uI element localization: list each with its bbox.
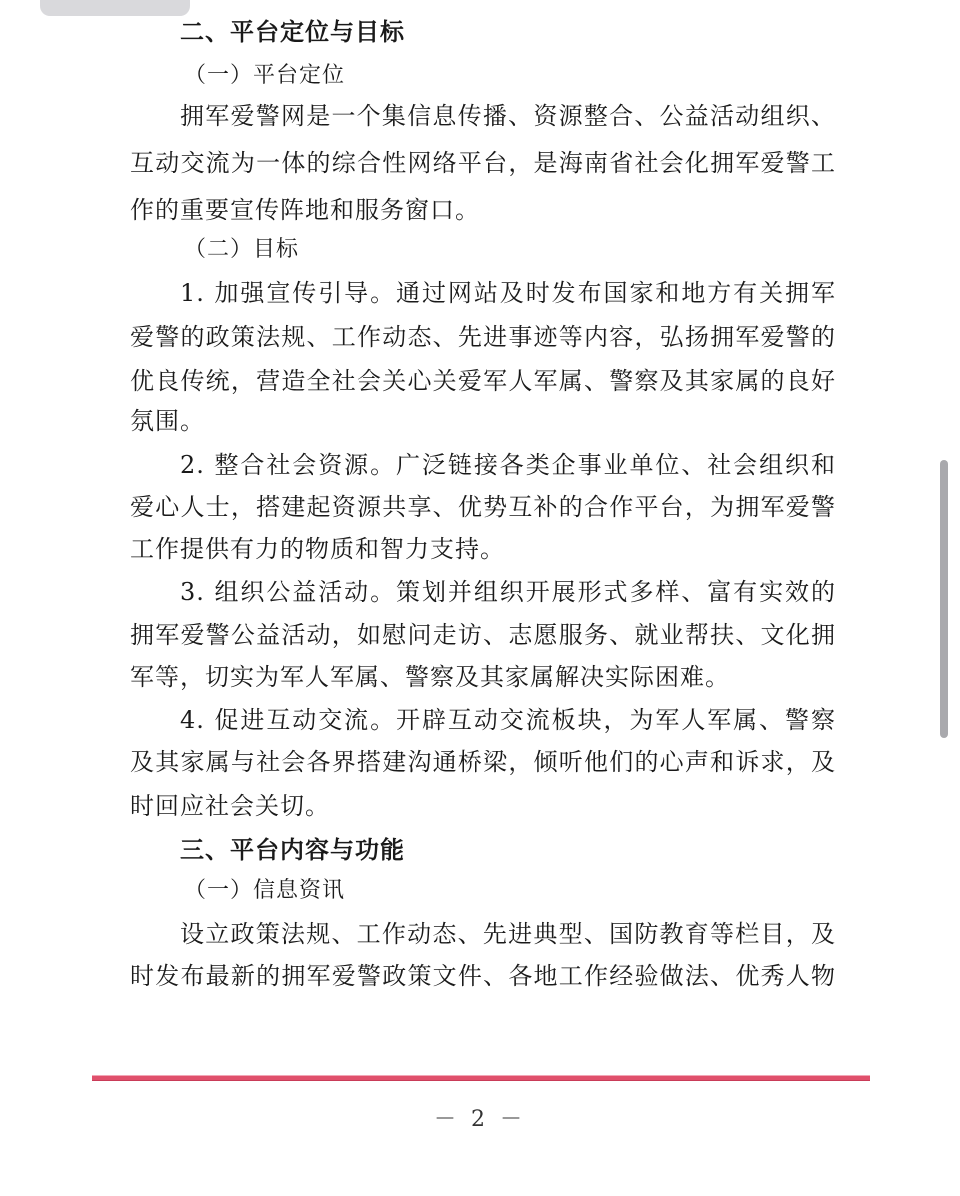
page-number: － 2 － <box>434 1107 526 1132</box>
section-heading: 二、平台定位与目标 <box>180 18 405 46</box>
paragraph-line: 拥军爱警公益活动，如慰问走访、志愿服务、就业帮扶、文化拥 <box>130 621 836 649</box>
footer-rule <box>92 1075 870 1081</box>
paragraph-line: 3. 组织公益活动。策划并组织开展形式多样、富有实效的 <box>180 578 836 606</box>
paragraph-line: 时回应社会关切。 <box>130 792 330 820</box>
paragraph-line: 军等，切实为军人军属、警察及其家属解决实际困难。 <box>130 663 730 691</box>
paragraph-line: 及其家属与社会各界搭建沟通桥梁，倾听他们的心声和诉求，及 <box>130 748 836 776</box>
paragraph-line: 工作提供有力的物质和智力支持。 <box>130 535 505 563</box>
paragraph-line: 爱心人士，搭建起资源共享、优势互补的合作平台，为拥军爱警 <box>130 493 836 521</box>
paragraph-line: 氛围。 <box>130 407 205 435</box>
subsection-heading: （一）平台定位 <box>184 63 346 88</box>
paragraph-line: 1. 加强宣传引导。通过网站及时发布国家和地方有关拥军 <box>180 279 836 307</box>
subsection-heading: （二）目标 <box>184 237 300 262</box>
paragraph-line: 优良传统，营造全社会关心关爱军人军属、警察及其家属的良好 <box>130 367 836 395</box>
paragraph-line: 爱警的政策法规、工作动态、先进事迹等内容，弘扬拥军爱警的 <box>130 323 836 351</box>
paragraph-line: 时发布最新的拥军爱警政策文件、各地工作经验做法、优秀人物 <box>130 962 836 990</box>
paragraph-line: 拥军爱警网是一个集信息传播、资源整合、公益活动组织、 <box>180 102 836 130</box>
paragraph-line: 设立政策法规、工作动态、先进典型、国防教育等栏目，及 <box>180 920 836 948</box>
section-heading: 三、平台内容与功能 <box>180 836 405 864</box>
paragraph-line: 作的重要宣传阵地和服务窗口。 <box>130 196 480 224</box>
paragraph-line: 互动交流为一体的综合性网络平台，是海南省社会化拥军爱警工 <box>130 149 836 177</box>
paragraph-line: 4. 促进互动交流。开辟互动交流板块，为军人军属、警察 <box>180 706 836 734</box>
paragraph-line: 2. 整合社会资源。广泛链接各类企事业单位、社会组织和 <box>180 451 836 479</box>
subsection-heading: （一）信息资讯 <box>184 878 346 903</box>
